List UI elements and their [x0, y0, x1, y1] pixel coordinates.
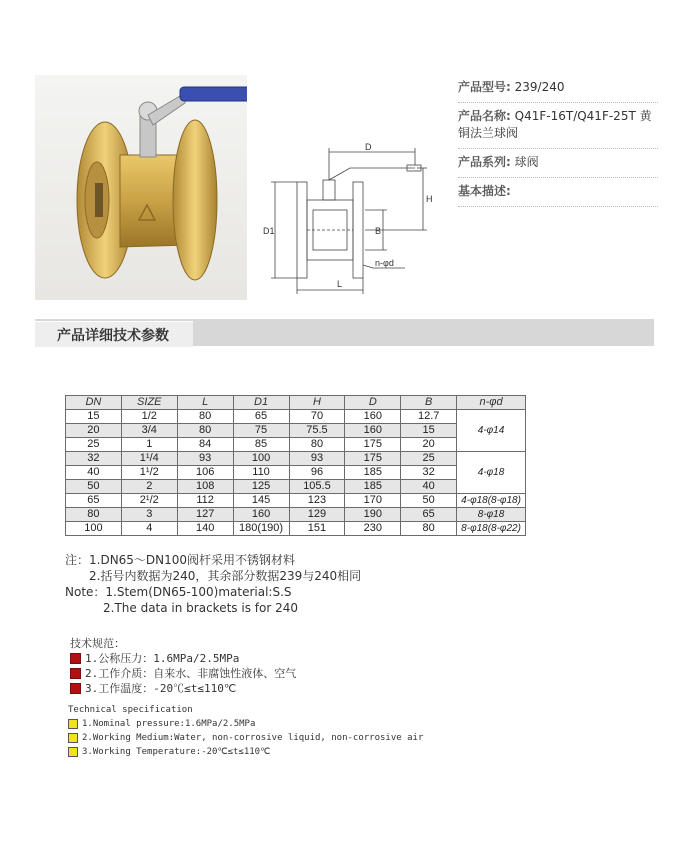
th-l: L [177, 396, 233, 410]
th-d1: D1 [233, 396, 289, 410]
cell: 145 [233, 494, 289, 508]
cell: 75 [233, 424, 289, 438]
cell: 129 [289, 508, 345, 522]
cell: 32 [401, 466, 457, 480]
note-cn-2: 2.括号内数据为240，其余部分数据239与240相同 [89, 569, 362, 583]
table-row [66, 424, 526, 438]
cell: 100 [233, 452, 289, 466]
red-square-icon [70, 683, 81, 694]
list-item [70, 666, 296, 681]
cell: 185 [345, 466, 401, 480]
cell: 15 [66, 410, 122, 424]
product-photo [35, 75, 247, 300]
cell: 125 [233, 480, 289, 494]
tech-en-title: Technical specification [68, 705, 193, 715]
cell: 127 [177, 508, 233, 522]
cell: 175 [345, 452, 401, 466]
cell: 96 [289, 466, 345, 480]
tech-spec-en [68, 703, 423, 759]
cell: 185 [345, 480, 401, 494]
label-nd: n-φd [375, 258, 394, 268]
cell: 25 [66, 438, 122, 452]
cell-nd: 8-φ18(8-φ22) [457, 522, 526, 536]
th-d: D [345, 396, 401, 410]
yellow-square-icon [68, 733, 78, 743]
table-header-row [66, 396, 526, 410]
list-item [68, 717, 423, 731]
cell: 106 [177, 466, 233, 480]
cell: 190 [345, 508, 401, 522]
cell-nd: 8-φ18 [457, 508, 526, 522]
table-row [66, 466, 526, 480]
tech-spec-cn [70, 636, 296, 696]
cell: 20 [66, 424, 122, 438]
product-info [458, 74, 658, 207]
cell: 50 [401, 494, 457, 508]
cell: 80 [289, 438, 345, 452]
cell: 1/2 [121, 410, 177, 424]
table-row [66, 508, 526, 522]
cell: 108 [177, 480, 233, 494]
cell: 80 [401, 522, 457, 536]
cell: 140 [177, 522, 233, 536]
info-model-value: 239/240 [514, 80, 565, 94]
cell: 2¹/2 [121, 494, 177, 508]
table-row [66, 494, 526, 508]
table-row [66, 522, 526, 536]
cell: 175 [345, 438, 401, 452]
cell: 180(190) [233, 522, 289, 536]
info-name [458, 103, 658, 149]
cell: 112 [177, 494, 233, 508]
list-item [68, 731, 423, 745]
dimension-drawing [255, 140, 440, 300]
list-item [70, 681, 296, 696]
section-header [35, 319, 654, 346]
cell-nd: 4-φ18 [457, 452, 526, 494]
cell: 70 [289, 410, 345, 424]
info-series [458, 149, 658, 178]
cell: 123 [289, 494, 345, 508]
label-B: B [375, 226, 382, 236]
label-D: D [365, 142, 372, 152]
note-en-2: 2.The data in brackets is for 240 [103, 601, 298, 615]
yellow-square-icon [68, 719, 78, 729]
info-name-value: Q41F-16T/Q41F-25T 黄铜法兰球阀 [458, 109, 652, 140]
cell: 3/4 [121, 424, 177, 438]
yellow-square-icon [68, 747, 78, 757]
tech-cn-item: 3.工作温度：-20℃≤t≤110℃ [85, 682, 237, 695]
cell: 160 [233, 508, 289, 522]
red-square-icon [70, 653, 81, 664]
cell: 93 [289, 452, 345, 466]
cell: 80 [177, 424, 233, 438]
cell: 1¹/2 [121, 466, 177, 480]
cell: 93 [177, 452, 233, 466]
tech-cn-item: 1.公称压力：1.6MPa/2.5MPa [85, 652, 240, 665]
info-desc-label: 基本描述: [458, 184, 511, 198]
spec-table [65, 395, 526, 536]
cell: 40 [66, 466, 122, 480]
tech-en-item: 3.Working Temperature:-20℃≤t≤110℃ [82, 747, 271, 757]
cell: 2 [121, 480, 177, 494]
info-desc [458, 178, 658, 207]
table-row [66, 452, 526, 466]
cell: 105.5 [289, 480, 345, 494]
th-h: H [289, 396, 345, 410]
info-series-value: 球阀 [514, 155, 539, 169]
label-D1: D1 [263, 226, 275, 236]
label-L: L [337, 279, 343, 289]
cell: 32 [66, 452, 122, 466]
cell: 160 [345, 424, 401, 438]
info-name-label: 产品名称: [458, 109, 511, 123]
note-en-1: Note：1.Stem(DN65-100)material:S.S [65, 585, 292, 599]
cell: 1 [121, 438, 177, 452]
cell: 40 [401, 480, 457, 494]
th-nd: n-φd [457, 396, 526, 410]
cell: 80 [177, 410, 233, 424]
tech-cn-title: 技术规范： [70, 637, 125, 650]
section-title: 产品详细技术参数 [57, 328, 169, 344]
info-model [458, 74, 658, 103]
cell: 4 [121, 522, 177, 536]
cell: 170 [345, 494, 401, 508]
cell-nd: 4-φ18(8-φ18) [457, 494, 526, 508]
cell: 80 [66, 508, 122, 522]
notes [65, 552, 361, 616]
cell: 50 [66, 480, 122, 494]
table-row [66, 480, 526, 494]
info-model-label: 产品型号: [458, 80, 511, 94]
th-b: B [401, 396, 457, 410]
cell: 65 [401, 508, 457, 522]
valve-photo-illustration [35, 75, 247, 300]
red-square-icon [70, 668, 81, 679]
cell: 100 [66, 522, 122, 536]
cell: 65 [66, 494, 122, 508]
label-H: H [426, 194, 433, 204]
cell: 1¹/4 [121, 452, 177, 466]
table-row [66, 410, 526, 424]
cell-nd: 4-φ14 [457, 410, 526, 452]
cell: 160 [345, 410, 401, 424]
tech-en-item: 2.Working Medium:Water, non-corrosive liquid, non-corrosive air [82, 733, 424, 743]
cell: 65 [233, 410, 289, 424]
cell: 12.7 [401, 410, 457, 424]
tech-cn-item: 2.工作介质：自来水、非腐蚀性液体、空气 [85, 667, 297, 680]
cell: 20 [401, 438, 457, 452]
cell: 85 [233, 438, 289, 452]
info-series-label: 产品系列: [458, 155, 511, 169]
list-item [70, 651, 296, 666]
table-row [66, 438, 526, 452]
cell: 110 [233, 466, 289, 480]
note-cn-1: 注：1.DN65～DN100阀杆采用不锈钢材料 [65, 553, 296, 567]
cell: 15 [401, 424, 457, 438]
cell: 84 [177, 438, 233, 452]
th-dn: DN [66, 396, 122, 410]
cell: 75.5 [289, 424, 345, 438]
cell: 3 [121, 508, 177, 522]
cell: 25 [401, 452, 457, 466]
tech-en-item: 1.Nominal pressure:1.6MPa/2.5MPa [82, 719, 256, 729]
cell: 151 [289, 522, 345, 536]
cell: 230 [345, 522, 401, 536]
th-size: SIZE [121, 396, 177, 410]
list-item [68, 745, 423, 759]
